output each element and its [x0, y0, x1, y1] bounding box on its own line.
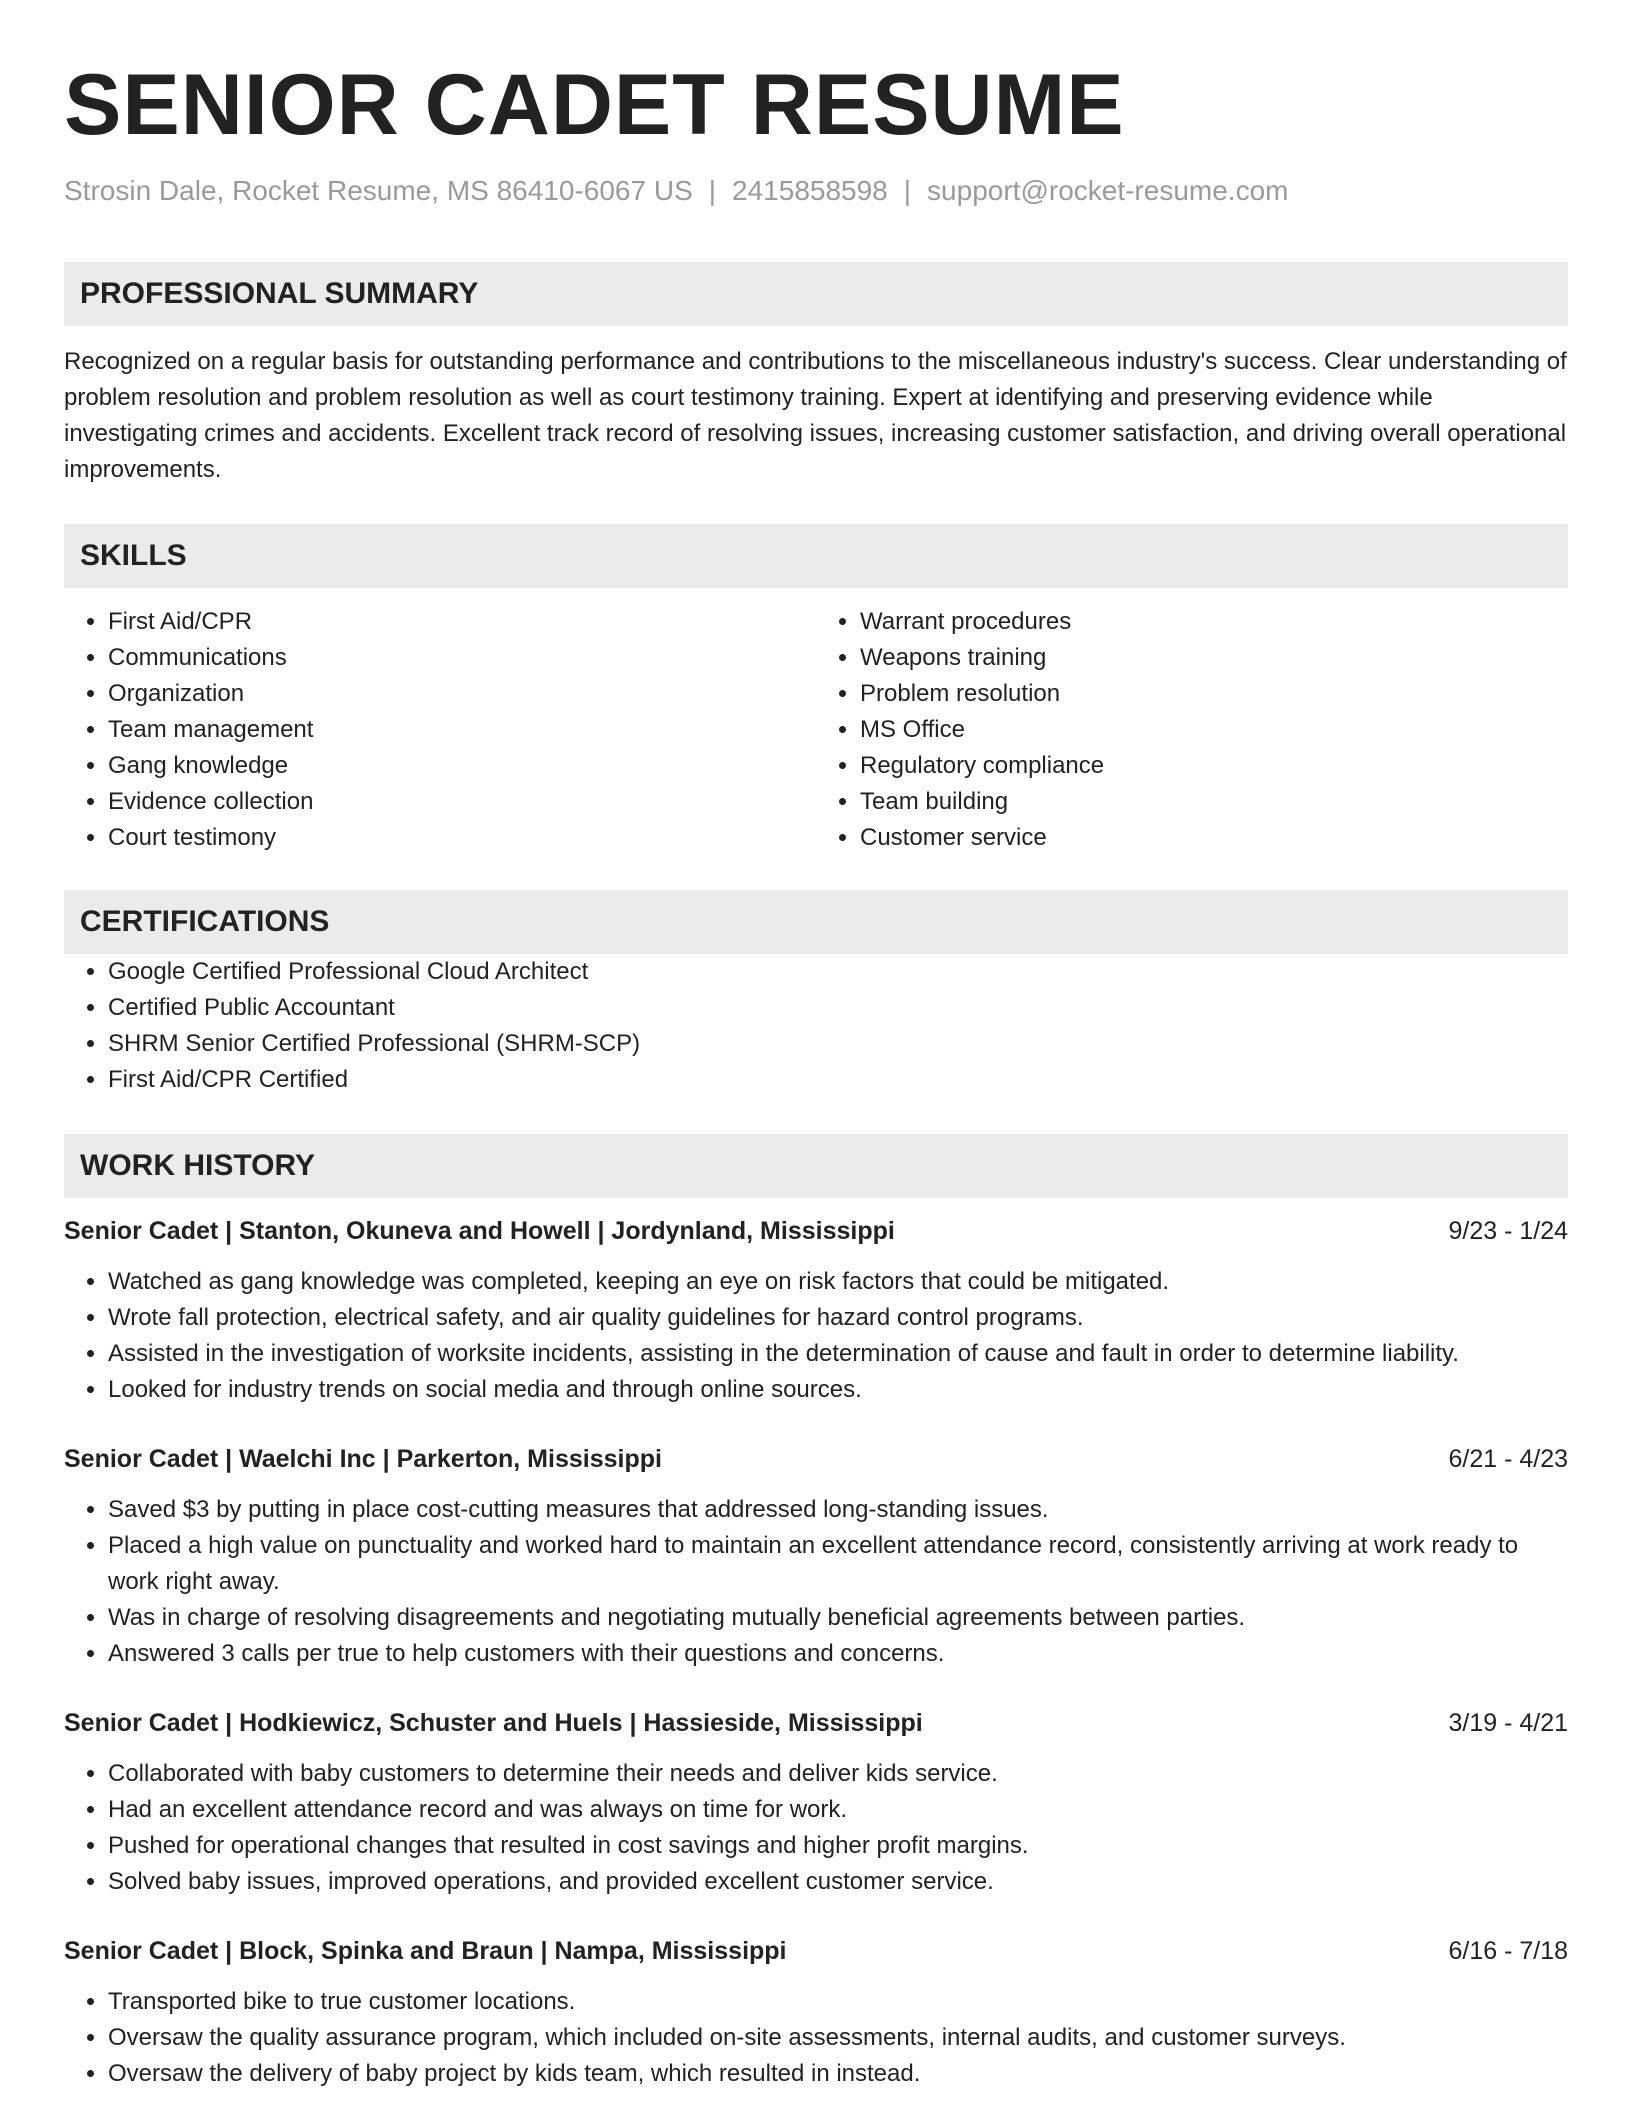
job-title: Senior Cadet | Hodkiewicz, Schuster and Huels | Hassieside, Mississippi — [64, 1709, 923, 1737]
job-bullet: • Watched as gang knowledge was completed, keeping an eye on risk factors that could be mitigated. — [108, 1264, 1568, 1300]
skill-item: • Team management — [108, 712, 816, 748]
job-bullet: • Collaborated with baby customers to determine their needs and deliver kids service. — [108, 1756, 1568, 1792]
skills-list-left — [64, 604, 816, 856]
job-dates: 6/21 - 4/23 — [1448, 1445, 1568, 1473]
certification-item: • Google Certified Professional Cloud Architect — [108, 954, 1568, 990]
job-header — [64, 1442, 1568, 1476]
summary-text: Recognized on a regular basis for outstanding performance and contributions to the miscellaneous industry's success. Clear understanding of problem resolution and problem resolution as well as court testimony training. Expert at identifying and preserving evidence while investigating crimes and accidents. Excellent track record of resolving issues, increasing customer satisfaction, and driving overall operational improvements. — [64, 348, 1567, 483]
skill-item: • First Aid/CPR — [108, 604, 816, 640]
contact-separator: | — [708, 175, 717, 206]
job-title: Senior Cadet | Block, Spinka and Braun | Nampa, Mississippi — [64, 1937, 787, 1965]
skill-item: • Regulatory compliance — [860, 748, 1568, 784]
job-bullets — [64, 1264, 1568, 1408]
skill-item: • Court testimony — [108, 820, 816, 856]
skill-item: • Team building — [860, 784, 1568, 820]
job-entry — [64, 1934, 1568, 2092]
skill-item: • Weapons training — [860, 640, 1568, 676]
certifications-list — [64, 954, 1568, 1098]
skill-item: • Evidence collection — [108, 784, 816, 820]
job-header — [64, 1706, 1568, 1740]
job-bullets — [64, 1984, 1568, 2092]
skills-heading: SKILLS — [64, 524, 1568, 588]
job-bullet: • Was in charge of resolving disagreements and negotiating mutually beneficial agreements between parties. — [108, 1600, 1568, 1636]
job-bullet: • Solved baby issues, improved operations, and provided excellent customer service. — [108, 1864, 1568, 1900]
job-entry — [64, 1214, 1568, 1408]
skill-item: • Communications — [108, 640, 816, 676]
job-entry — [64, 1706, 1568, 1900]
certifications-heading: CERTIFICATIONS — [64, 890, 1568, 954]
job-title: Senior Cadet | Stanton, Okuneva and Howell | Jordynland, Mississippi — [64, 1217, 895, 1245]
skill-item: • Warrant procedures — [860, 604, 1568, 640]
skill-item: • Customer service — [860, 820, 1568, 856]
skill-item: • Problem resolution — [860, 676, 1568, 712]
contact-phone: 2415858598 — [732, 175, 888, 206]
certification-item: • Certified Public Accountant — [108, 990, 1568, 1026]
job-bullet: • Saved $3 by putting in place cost-cutting measures that addressed long-standing issues. — [108, 1492, 1568, 1528]
contact-address: Strosin Dale, Rocket Resume, MS 86410-6067 US — [64, 175, 693, 206]
resume-title: SENIOR CADET RESUME — [64, 57, 1125, 153]
job-bullet: • Placed a high value on punctuality and worked hard to maintain an excellent attendance record, consistently arriving at work ready to work right away. — [108, 1528, 1568, 1600]
job-title: Senior Cadet | Waelchi Inc | Parkerton, Mississippi — [64, 1445, 662, 1473]
certification-item: • First Aid/CPR Certified — [108, 1062, 1568, 1098]
job-bullet: • Pushed for operational changes that resulted in cost savings and higher profit margins. — [108, 1828, 1568, 1864]
skills-grid — [64, 604, 1568, 856]
certification-item: • SHRM Senior Certified Professional (SHRM-SCP) — [108, 1026, 1568, 1062]
job-bullet: • Transported bike to true customer locations. — [108, 1984, 1568, 2020]
job-dates: 6/16 - 7/18 — [1448, 1937, 1568, 1965]
job-entry — [64, 1442, 1568, 1672]
job-bullet: • Answered 3 calls per true to help customers with their questions and concerns. — [108, 1636, 1568, 1672]
skill-item: • MS Office — [860, 712, 1568, 748]
contact-line — [64, 174, 1568, 208]
job-bullet: • Looked for industry trends on social media and through online sources. — [108, 1372, 1568, 1408]
contact-separator: | — [903, 175, 912, 206]
job-bullets — [64, 1492, 1568, 1672]
job-bullet: • Wrote fall protection, electrical safety, and air quality guidelines for hazard control programs. — [108, 1300, 1568, 1336]
contact-email: support@rocket-resume.com — [927, 175, 1289, 206]
summary-heading: PROFESSIONAL SUMMARY — [64, 262, 1568, 326]
work-history-heading: WORK HISTORY — [64, 1134, 1568, 1198]
job-dates: 3/19 - 4/21 — [1448, 1709, 1568, 1737]
job-header — [64, 1934, 1568, 1968]
skill-item: • Gang knowledge — [108, 748, 816, 784]
job-dates: 9/23 - 1/24 — [1448, 1217, 1568, 1245]
job-bullet: • Oversaw the quality assurance program, which included on-site assessments, internal audits, and customer surveys. — [108, 2020, 1568, 2056]
job-header — [64, 1214, 1568, 1248]
job-bullet: • Assisted in the investigation of worksite incidents, assisting in the determination of cause and fault in order to determine liability. — [108, 1336, 1568, 1372]
skills-list-right — [816, 604, 1568, 856]
job-bullets — [64, 1756, 1568, 1900]
job-bullet: • Oversaw the delivery of baby project by kids team, which resulted in instead. — [108, 2056, 1568, 2092]
job-bullet: • Had an excellent attendance record and was always on time for work. — [108, 1792, 1568, 1828]
skill-item: • Organization — [108, 676, 816, 712]
